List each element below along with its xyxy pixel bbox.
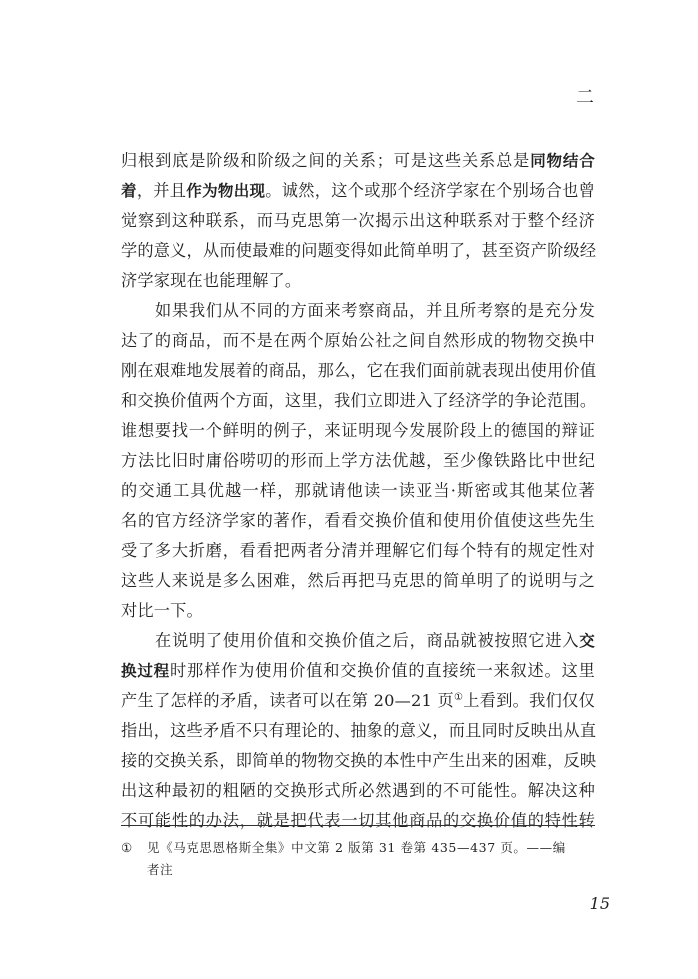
text-line: 刚在艰难地发展着的商品，那么，它在我们面前就表现出使用价值	[121, 361, 597, 380]
text-line: 产生了怎样的矛盾，读者可以在第 20—21 页①上看到。我们仅仅	[121, 691, 595, 710]
text-line: 和交换价值两个方面，这里，我们立即进入了经济学的争论范围。	[121, 391, 597, 410]
text-line: 对比一下。	[121, 601, 203, 620]
text-line: 不可能性的办法，就是把代表一切其他商品的交换价值的特性转	[121, 811, 595, 830]
text-line: 出这种最初的粗陋的交换形式所必然遇到的不可能性。解决这种	[121, 781, 595, 800]
footnote-marker: ①	[121, 840, 133, 855]
bold-phrase: 同物结合	[530, 152, 595, 170]
bold-phrase: 换过程	[121, 662, 171, 680]
bold-phrase: 交	[579, 632, 595, 650]
text-line: 接的交换关系，即简单的物物交换的本性中产生出来的困难，反映	[121, 751, 597, 770]
text-line: 谁想要找一个鲜明的例子，来证明现今发展阶段上的德国的辩证	[121, 421, 595, 440]
text-line: 指出，这些矛盾不只有理论的、抽象的意义，而且同时反映出从直	[121, 721, 597, 740]
bold-phrase: 着	[121, 182, 137, 200]
text-line: 济学家现在也能理解了。	[121, 271, 302, 290]
footnote-text-continued: 者注	[147, 862, 174, 877]
text-line: 如果我们从不同的方面来考察商品，并且所考察的是充分发	[155, 301, 595, 320]
bold-phrase: 作为物出现	[186, 182, 266, 200]
page-number: 15	[589, 894, 610, 913]
text-line: 方法比旧时庸俗唠叨的形而上学方法优越，至少像铁路比中世纪	[121, 451, 595, 470]
text-line: 着，并且作为物出现。诚然，这个或那个经济学家在个别场合也曾	[121, 181, 595, 200]
text-line: 达了的商品，而不是在两个原始公社之间自然形成的物物交换中	[121, 331, 595, 350]
text-line: 名的官方经济学家的著作，看看交换价值和使用价值使这些先生	[121, 511, 595, 530]
text-line: 受了多大折磨，看看把两者分清并理解它们每个特有的规定性对	[121, 541, 595, 560]
section-mark: 二	[576, 87, 595, 108]
text-line: 这些人来说是多么困难，然后再把马克思的简单明了的说明与之	[121, 571, 595, 590]
text-line: 觉察到这种联系，而马克思第一次揭示出这种联系对于整个经济	[121, 211, 595, 230]
footnote-ref[interactable]: ①	[453, 692, 464, 703]
text-line: 的交通工具优越一样，那就请他读一读亚当·斯密或其他某位著	[121, 481, 595, 500]
footnote-divider	[121, 825, 595, 826]
text-line: 学的意义，从而使最难的问题变得如此简单明了，甚至资产阶级经	[121, 241, 597, 260]
body-text	[121, 146, 595, 836]
footnote-text: 见《马克思恩格斯全集》中文第 2 版第 31 卷第 435—437 页。——编	[147, 840, 566, 855]
footnote	[121, 837, 595, 881]
text-line: 在说明了使用价值和交换价值之后，商品就被按照它进入交	[155, 631, 595, 650]
text-line: 归根到底是阶级和阶级之间的关系；可是这些关系总是同物结合	[121, 151, 595, 170]
text-line: 换过程时那样作为使用价值和交换价值的直接统一来叙述。这里	[121, 661, 595, 680]
